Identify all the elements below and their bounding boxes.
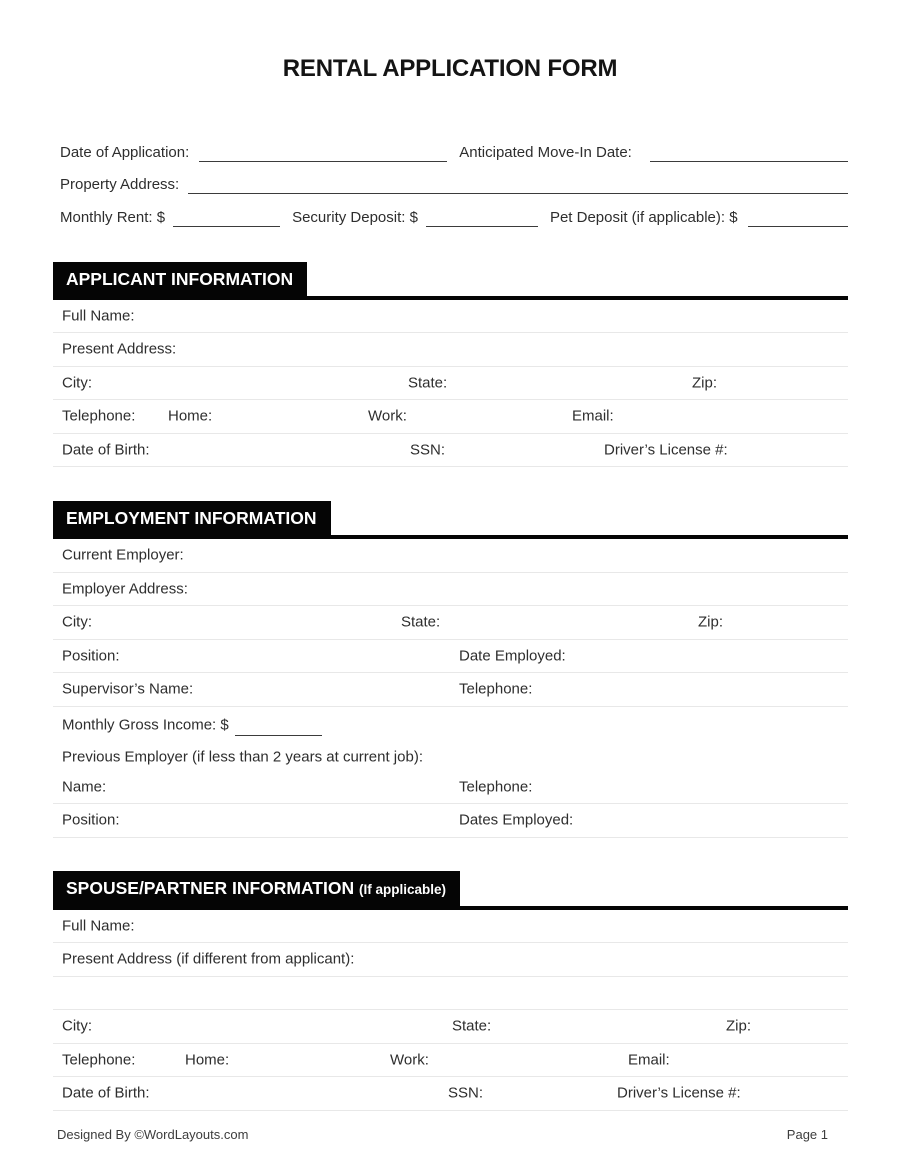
security-deposit-label: Security Deposit: $: [292, 208, 418, 226]
employment-section-header: [53, 501, 848, 539]
previous-employer-note-label: Previous Employer (if less than 2 years at current job):: [62, 748, 423, 765]
employment-section: [53, 501, 848, 838]
property-address-row: [60, 165, 848, 198]
previous-employer-name-row[interactable]: [53, 771, 848, 805]
employer-address-label: Employer Address:: [62, 580, 188, 598]
supervisor-label: Supervisor’s Name:: [62, 680, 194, 698]
spouse-license-label: Driver’s License #:: [617, 1084, 741, 1102]
current-employer-row[interactable]: [53, 539, 848, 573]
spouse-full-name-label: Full Name:: [62, 917, 135, 935]
dates-employed-label: Dates Employed:: [459, 811, 574, 829]
spouse-email-label: Email:: [628, 1051, 670, 1069]
spouse-telephone-label: Telephone:: [62, 1051, 136, 1069]
applicant-work-label: Work:: [368, 407, 407, 425]
applicant-zip-label: Zip:: [692, 374, 718, 392]
date-move-in-row: [60, 132, 848, 165]
spouse-present-address-label: Present Address (if different from applicant):: [62, 950, 355, 968]
spouse-city-state-zip-row[interactable]: [53, 1010, 848, 1044]
spouse-home-label: Home:: [185, 1051, 230, 1069]
security-deposit-blank[interactable]: [426, 206, 538, 227]
applicant-state-label: State:: [408, 374, 448, 392]
applicant-section: [53, 262, 848, 468]
employment-section-title: EMPLOYMENT INFORMATION: [53, 501, 331, 535]
monthly-rent-label: Monthly Rent: $: [60, 208, 166, 226]
spouse-section-title-text: SPOUSE/PARTNER INFORMATION: [66, 877, 355, 898]
applicant-email-label: Email:: [572, 407, 614, 425]
supervisor-row[interactable]: [53, 673, 848, 707]
monthly-gross-income-blank[interactable]: [235, 735, 322, 736]
spouse-zip-label: Zip:: [726, 1017, 752, 1035]
applicant-full-name-row[interactable]: [53, 300, 848, 334]
monthly-rent-blank[interactable]: [173, 206, 280, 227]
previous-position-label: Position:: [62, 811, 120, 829]
spouse-dob-label: Date of Birth:: [62, 1084, 150, 1102]
applicant-city-label: City:: [62, 374, 92, 392]
top-fields: [60, 132, 848, 230]
page-title: RENTAL APPLICATION FORM: [282, 55, 618, 82]
applicant-telephone-label: Telephone:: [62, 407, 136, 425]
spouse-work-label: Work:: [390, 1051, 429, 1069]
spouse-telephone-row[interactable]: [53, 1044, 848, 1078]
spouse-section-title: [53, 871, 460, 906]
monthly-gross-income-row[interactable]: [53, 707, 848, 743]
spouse-section: [53, 871, 848, 1111]
spouse-present-address-overflow-row[interactable]: [53, 977, 848, 1011]
date-of-application-label: Date of Application:: [60, 143, 190, 161]
previous-employer-note-row: [53, 743, 848, 771]
spouse-ssn-label: SSN:: [448, 1084, 484, 1102]
spouse-section-title-suffix: (If applicable): [358, 881, 446, 897]
footer-page-number: Page 1: [786, 1127, 828, 1142]
applicant-dob-label: Date of Birth:: [62, 441, 150, 459]
move-in-date-label: Anticipated Move-In Date:: [459, 143, 632, 161]
applicant-section-header: [53, 262, 848, 300]
spouse-state-label: State:: [452, 1017, 492, 1035]
spouse-section-header: [53, 871, 848, 910]
employment-city-label: City:: [62, 613, 92, 631]
employer-address-row[interactable]: [53, 573, 848, 607]
pet-deposit-label: Pet Deposit (if applicable): $: [549, 208, 738, 226]
property-address-blank[interactable]: [188, 173, 848, 194]
position-row[interactable]: [53, 640, 848, 674]
spouse-full-name-row[interactable]: [53, 910, 848, 944]
applicant-full-name-label: Full Name:: [62, 307, 135, 325]
spouse-present-address-row[interactable]: [53, 943, 848, 977]
move-in-date-blank[interactable]: [650, 141, 848, 162]
page-footer: [57, 1126, 828, 1144]
applicant-section-title: APPLICANT INFORMATION: [53, 262, 307, 296]
property-address-label: Property Address:: [60, 176, 180, 193]
rent-deposit-row: [60, 197, 848, 230]
previous-employer-telephone-label: Telephone:: [459, 778, 533, 796]
applicant-license-label: Driver’s License #:: [604, 441, 728, 459]
applicant-present-address-row[interactable]: [53, 333, 848, 367]
applicant-ssn-label: SSN:: [410, 441, 446, 459]
applicant-dob-row[interactable]: [53, 434, 848, 468]
footer-credit: Designed By ©WordLayouts.com: [57, 1127, 249, 1142]
supervisor-telephone-label: Telephone:: [459, 680, 533, 698]
current-employer-label: Current Employer:: [62, 546, 184, 564]
monthly-gross-income-label: Monthly Gross Income: $: [62, 716, 229, 733]
applicant-present-address-label: Present Address:: [62, 340, 177, 358]
pet-deposit-blank[interactable]: [748, 206, 848, 227]
position-label: Position:: [62, 647, 120, 665]
applicant-home-label: Home:: [168, 407, 213, 425]
previous-position-row[interactable]: [53, 804, 848, 838]
employment-zip-label: Zip:: [698, 613, 724, 631]
employment-state-label: State:: [401, 613, 441, 631]
previous-employer-name-label: Name:: [62, 778, 107, 796]
applicant-city-state-zip-row[interactable]: [53, 367, 848, 401]
date-of-application-blank[interactable]: [199, 141, 447, 162]
spouse-city-label: City:: [62, 1017, 92, 1035]
spouse-dob-row[interactable]: [53, 1077, 848, 1111]
employment-city-state-zip-row[interactable]: [53, 606, 848, 640]
applicant-telephone-row[interactable]: [53, 400, 848, 434]
date-employed-label: Date Employed:: [459, 647, 566, 665]
